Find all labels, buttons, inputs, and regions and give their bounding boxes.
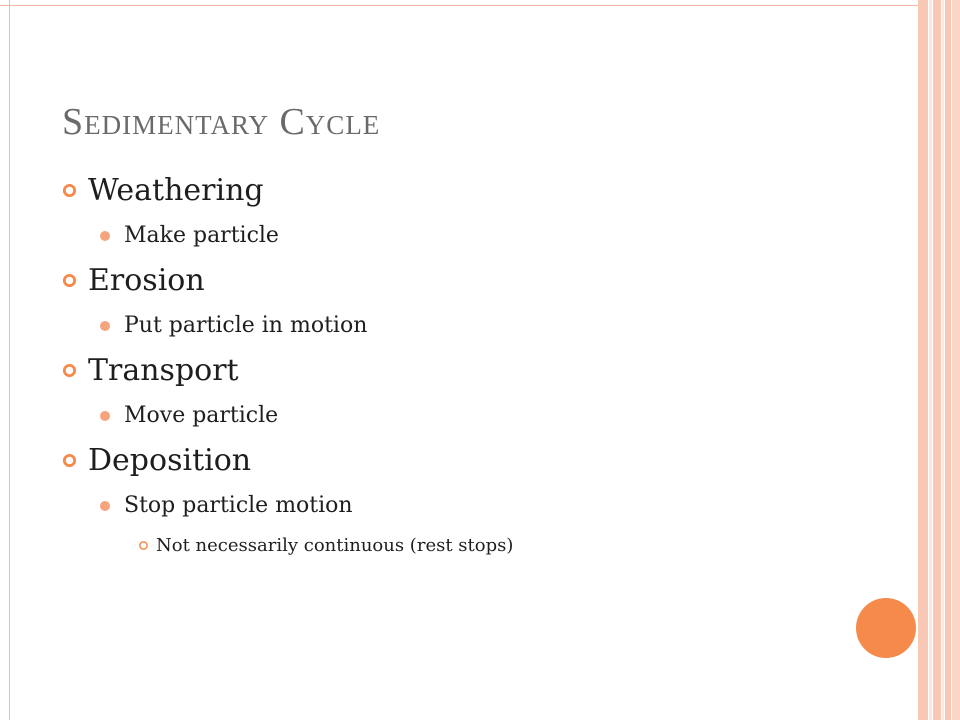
subitem-label: Make particle [124,223,279,248]
bullet-list [62,168,862,564]
list-item [62,348,862,393]
subitem-label: Put particle in motion [124,313,368,338]
list-note [62,528,862,564]
decor-orange-circle [856,598,916,658]
slide-title: Sedimentary Cycle [62,101,381,143]
dot-bullet-icon [100,411,110,421]
subitem-label: Move particle [124,403,279,428]
item-label: Weathering [88,173,264,208]
list-item [62,168,862,213]
decor-stripe [933,0,941,720]
decor-stripe [929,0,932,720]
ring-bullet-icon [138,540,149,551]
ring-bullet-icon [62,183,77,198]
decor-stripe [942,0,944,720]
list-item [62,258,862,303]
frame-left-border [0,0,10,720]
note-label: Not necessarily continuous (rest stops) [156,535,514,556]
list-subitem [62,303,862,348]
decor-stripe [945,0,951,720]
subitem-label: Stop particle motion [124,493,353,518]
list-subitem [62,213,862,258]
frame-top-border [0,0,918,6]
list-subitem [62,483,862,528]
dot-bullet-icon [100,321,110,331]
decor-stripe [918,0,928,720]
ring-bullet-icon [62,273,77,288]
ring-bullet-icon [62,453,77,468]
decor-stripe [952,0,960,720]
item-label: Erosion [88,263,205,298]
dot-bullet-icon [100,501,110,511]
item-label: Transport [88,353,239,388]
dot-bullet-icon [100,231,110,241]
ring-bullet-icon [62,363,77,378]
list-item [62,438,862,483]
list-subitem [62,393,862,438]
item-label: Deposition [88,443,252,478]
